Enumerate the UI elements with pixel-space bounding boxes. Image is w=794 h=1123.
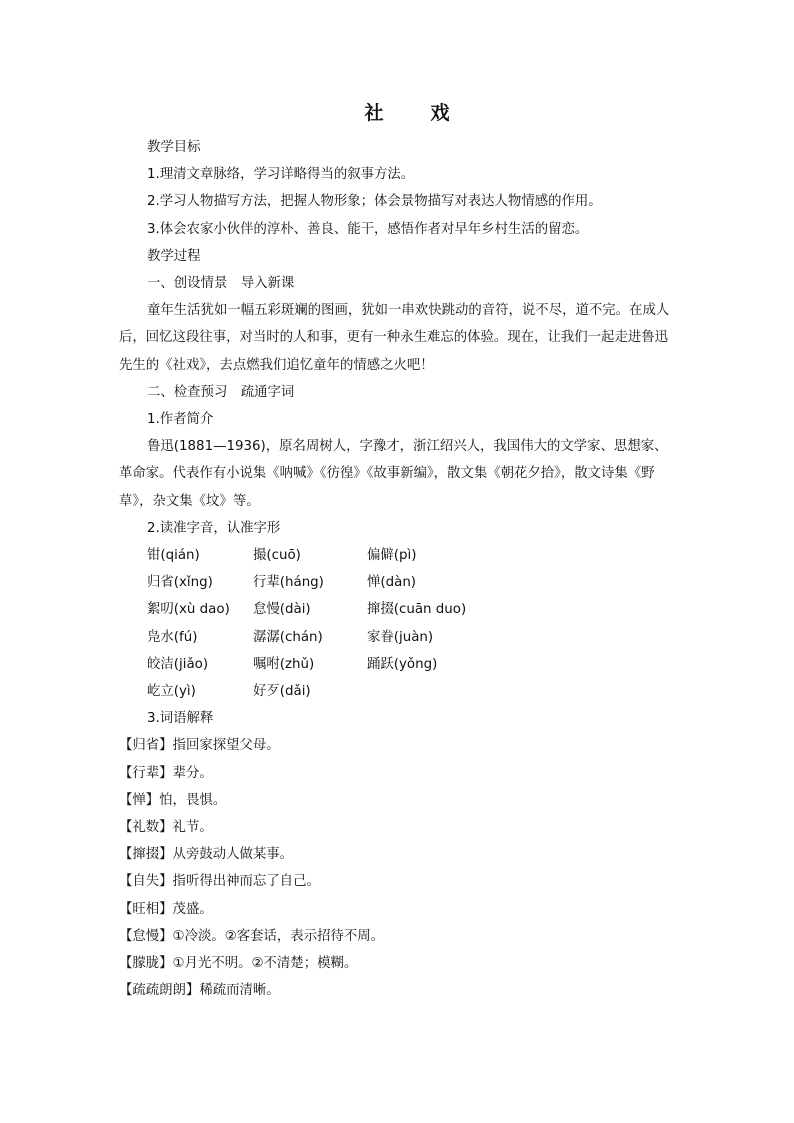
pronunciation-item: 凫水(fú)	[147, 629, 198, 645]
pronunciation-grid	[119, 542, 677, 705]
pronunciation-item: 嘱咐(zhǔ)	[253, 656, 315, 672]
vocab-item: 【惮】怕，畏惧。	[119, 792, 227, 808]
pronunciation-item: 撺掇(cuān duo)	[367, 602, 467, 618]
vocab-item: 【自失】指听得出神而忘了自己。	[119, 874, 320, 890]
pronunciation-item: 行辈(háng)	[253, 575, 324, 591]
vocab-item: 【撺掇】从旁鼓动人做某事。	[119, 847, 294, 863]
vocab-item: 【疏疏朗朗】稀疏而清晰。	[119, 983, 280, 999]
pronunciation-item: 撮(cuō)	[253, 548, 301, 564]
vocab-item: 【礼数】礼节。	[119, 820, 213, 836]
pronunciation-item: 屹立(yì)	[147, 683, 196, 699]
pronunciation-item: 絮叨(xù dao)	[147, 602, 230, 618]
pronunciation-item: 皎洁(jiǎo)	[147, 656, 209, 672]
pronunciation-item: 归省(xǐng)	[147, 575, 213, 591]
pronunciation-row	[119, 651, 677, 678]
pronunciation-row	[119, 596, 677, 623]
pronunciation-item: 怠慢(dài)	[253, 602, 311, 618]
pronunciation-row	[119, 624, 677, 651]
author-text: 鲁迅(1881—1936)，原名周树人，字豫才，浙江绍兴人，我国伟大的文学家、思想家、革命家。代表作有小说集《呐喊》《彷徨》《故事新编》，散文集《朝花夕拾》，散文诗集《野草》，杂文集《坟》等。	[119, 439, 668, 509]
goals-heading: 教学目标	[147, 140, 201, 155]
pronunciation-row	[119, 678, 677, 705]
pronunciation-item: 钳(qián)	[147, 548, 200, 564]
pronunciation-item: 偏僻(pì)	[367, 548, 417, 564]
section1-paragraph: 童年生活犹如一幅五彩斑斓的图画，犹如一串欢快跳动的音符，说不尽，道不完。在成人后，回忆这段往事，对当时的人和事，更有一种永生难忘的体验。现在，让我们一起走进鲁迅先生的《社戏》，去点燃我们追忆童年的情感之火吧！	[119, 303, 670, 373]
process-heading: 教学过程	[147, 248, 201, 264]
goal-item-2: 2.学习人物描写方法，把握人物形象；体会景物描写对表达人物情感的作用。	[147, 194, 602, 210]
vocab-item: 【怠慢】①冷淡。②客套话，表示招待不周。	[119, 928, 385, 944]
goal-item-3: 3.体会农家小伙伴的淳朴、善良、能干，感悟作者对早年乡村生活的留恋。	[147, 221, 589, 237]
section2-heading: 二、检查预习 疏通字词	[147, 384, 295, 400]
page-title: 社 戏	[364, 102, 464, 124]
pronunciation-item: 踊跃(yǒng)	[367, 656, 438, 672]
vocab-item: 【朦胧】①月光不明。②不清楚；模糊。	[119, 956, 358, 972]
section1-heading: 一、创设情景 导入新课	[147, 276, 295, 292]
pronunciation-item: 家眷(juàn)	[367, 629, 434, 645]
vocab-item: 【行辈】辈分。	[119, 765, 213, 781]
goal-item-1: 1.理清文章脉络，学习详略得当的叙事方法。	[147, 167, 415, 183]
pronunciation-row	[119, 569, 677, 596]
pronunciation-item: 惮(dàn)	[367, 575, 417, 591]
pronunciation-heading: 2.读准字音，认准字形	[147, 520, 281, 536]
pronunciation-item: 好歹(dǎi)	[253, 683, 311, 699]
document-body	[119, 134, 677, 1004]
pronunciation-row	[119, 542, 677, 569]
vocab-item: 【旺相】茂盛。	[119, 901, 213, 917]
vocab-heading: 3.词语解释	[147, 711, 214, 727]
pronunciation-item: 潺潺(chán)	[253, 629, 323, 645]
author-heading: 1.作者简介	[147, 412, 214, 428]
vocab-item: 【归省】指回家探望父母。	[119, 738, 280, 754]
